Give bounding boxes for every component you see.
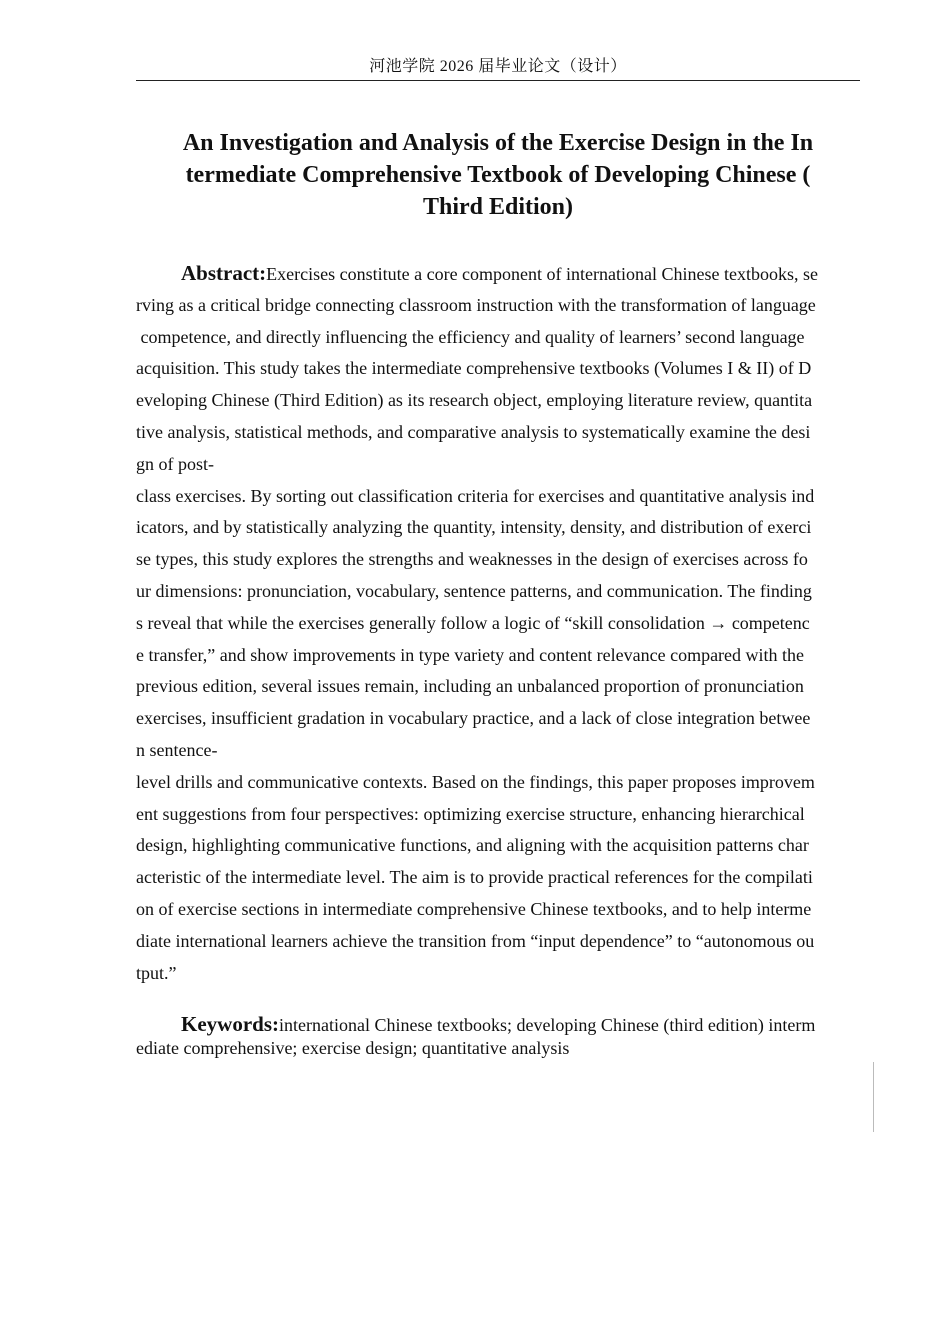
- abstract-line: ent suggestions from four perspectives: optimizing exercise structure, enhancing hierarchical: [136, 803, 805, 824]
- keywords-first-line: [136, 1013, 860, 1037]
- margin-line: [873, 1062, 874, 1132]
- abstract-label: Abstract:: [181, 261, 267, 285]
- abstract-line: acquisition. This study takes the intermediate comprehensive textbooks (Volumes I & II) of D: [136, 358, 812, 379]
- keywords-label: Keywords:: [181, 1012, 279, 1036]
- keywords-section: [136, 1013, 860, 1060]
- abstract-line: rving as a critical bridge connecting classroom instruction with the transformation of language: [136, 294, 816, 315]
- abstract-line: acteristic of the intermediate level. The aim is to provide practical references for the compilati: [136, 867, 813, 888]
- paper-title: [150, 127, 846, 223]
- keywords-line: ediate comprehensive; exercise design; quantitative analysis: [136, 1038, 570, 1058]
- abstract-line: tive analysis, statistical methods, and comparative analysis to systematically examine the desi: [136, 421, 811, 442]
- abstract-line: competence, and directly influencing the efficiency and quality of learners’ second language: [136, 326, 805, 347]
- abstract-line: Exercises constitute a core component of international Chinese textbooks, se: [266, 264, 818, 284]
- abstract-line: tput.”: [136, 962, 177, 983]
- abstract-line: icators, and by statistically analyzing the quantity, intensity, density, and distribution of exerci: [136, 517, 812, 538]
- abstract-line: n sentence-: [136, 739, 218, 760]
- keywords-line: international Chinese textbooks; developing Chinese (third edition) interm: [279, 1015, 816, 1035]
- abstract-line: s reveal that while the exercises generally follow a logic of “skill consolidation → competenc: [136, 612, 810, 633]
- abstract-section: [136, 258, 860, 989]
- abstract-line: ur dimensions: pronunciation, vocabulary, sentence patterns, and communication. The finding: [136, 580, 812, 601]
- abstract-line: eveloping Chinese (Third Edition) as its research object, employing literature review, quantita: [136, 390, 813, 411]
- title-line: Third Edition): [422, 194, 574, 220]
- abstract-line: design, highlighting communicative functions, and aligning with the acquisition patterns char: [136, 835, 809, 856]
- abstract-line: exercises, insufficient gradation in vocabulary practice, and a lack of close integration betwee: [136, 708, 811, 729]
- title-line: An Investigation and Analysis of the Exercise Design in the In: [182, 130, 814, 156]
- abstract-line: diate international learners achieve the transition from “input dependence” to “autonomous ou: [136, 930, 815, 951]
- header-rule: [136, 80, 860, 81]
- abstract-line: previous edition, several issues remain, including an unbalanced proportion of pronunciation: [136, 676, 804, 697]
- abstract-line: on of exercise sections in intermediate comprehensive Chinese textbooks, and to help interme: [136, 898, 812, 919]
- abstract-line: level drills and communicative contexts. Based on the findings, this paper proposes improvem: [136, 771, 815, 792]
- running-header: 河池学院 2026 届毕业论文（设计）: [369, 58, 627, 75]
- abstract-first-line: [136, 258, 860, 290]
- abstract-line: e transfer,” and show improvements in type variety and content relevance compared with the: [136, 644, 805, 665]
- abstract-line: class exercises. By sorting out classification criteria for exercises and quantitative analysis ind: [136, 485, 815, 506]
- abstract-line: gn of post-: [136, 453, 214, 474]
- abstract-line: se types, this study explores the strengths and weaknesses in the design of exercises across fo: [136, 549, 808, 570]
- title-line: termediate Comprehensive Textbook of Developing Chinese (: [185, 162, 811, 188]
